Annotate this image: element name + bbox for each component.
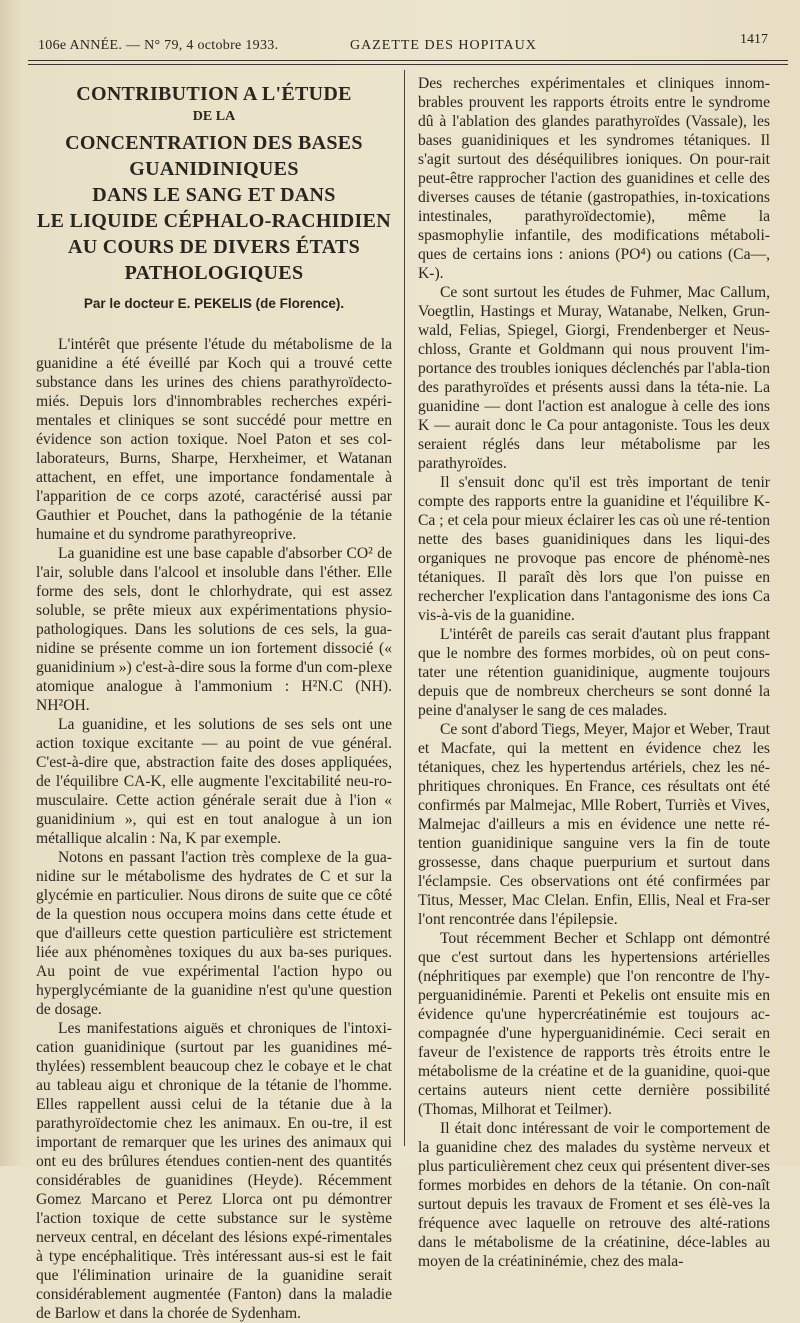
paragraph: Notons en passant l'action très complexe de la gua-nidine sur le métabolisme des hydrates de C et sur la glycémie en particulier. Nous dirons de suite que ce côté de la question nous occupera moins dans cette étude et que d'ailleurs cette question particulière est strictement liée aux phénomènes toxiques du aux ba-ses puriques. Au point de vue expérimental l'action hypo ou hyperglycémiante de la guanidine n'est qu'une question de dosage.	[36, 849, 392, 1018]
byline: Par le docteur E. PEKELIS (de Florence).	[83, 296, 345, 311]
title-line: AU COURS DE DIVERS ÉTATS PATHOLOGIQUES	[67, 236, 361, 284]
paragraph: Les manifestations aiguës et chroniques de l'intoxi-cation guanidinique (surtout par les guanidines mé-thylées) ressemblent beaucoup chez le cobaye et le chat au tableau aigu et chronique de la tétanie de l'homme. Elles rappellent aussi celui de la tétanie due à la parathyroïdectomie chez les animaux. En ou-tre, il est important de remarquer que les urines des animaux qui ont eu des brûlures étendues contien-nent des quantités considérables de guanidines (Heyde). Récemment Gomez Marcano et Perez Llorca ont pu démontrer l'action toxique de cette substance sur le système nerveux central, en décelant des lésions expé-rimentales à type encéphalitique. Très intéressant aus-si est le fait que l'élimination urinaire de la guanidine serait considérablement augmentée (Fanton) dans la maladie de Barlow et dans la chorée de Sydenham.	[36, 1020, 392, 1322]
running-header	[38, 34, 768, 56]
paragraph: L'intérêt de pareils cas serait d'autant plus frappant que le nombre des formes morbides, où on peut cons-tater une rétention guanidinique, augmente toujours depuis que de nombreux chercheurs se sont donné la peine d'analyser le sang de ces malades.	[418, 626, 770, 719]
title-line: CONTRIBUTION A L'ÉTUDE	[76, 83, 352, 105]
paragraph: La guanidine est une base capable d'absorber CO² de l'air, soluble dans l'alcool et insoluble dans l'éther. Elle forme des sels, dont le chlorhydrate, qui est assez soluble, se prête mieux aux expérimentations physio-pathologiques. Dans les solutions de ces sels, la gua-nidine se présente comme un ion fortement dissocié (« guanidinium ») c'est-à-dire sous la forme d'un com-plexe atomique analogue à l'ammonium : H²N.C (NH). NH²OH.	[36, 545, 392, 714]
paragraph: Tout récemment Becher et Schlapp ont démontré que c'est surtout dans les hypertensions artérielles (néphritiques par exemple) que l'on rencontre de l'hy-perguanidinémie. Parenti et Pekelis ont ensuite mis en évidence qu'une hypercréatinémie est toujours ac-compagnée d'une hyperguanidinémie. Ceci serait en faveur de l'existence de rapports très étroits entre le métabolisme de la créatine et de la guanidine, quoi-que certains auteurs nient cette dernière possibilité (Thomas, Milhorat et Teilmer).	[418, 930, 770, 1118]
journal-name: GAZETTE DES HOPITAUX	[350, 38, 537, 53]
article-title	[36, 82, 392, 286]
issue-info: 106e ANNÉE. — N° 79, 4 octobre 1933.	[38, 38, 279, 53]
paragraph: Des recherches expérimentales et cliniques innom-brables prouvent les rapports étroits entre le syndrome dû à l'ablation des glandes parathyroïdes (Vassale), les bases guanidiniques et les syndromes tétaniques. Il s'agit surtout des déséquilibres ioniques. On pour-rait peut-être rapprocher l'action des guanidines et celle des diverses causes de tétanie (gastropathies, in-toxications intestinales, parathyroïdectomie), même la spasmophylie infantile, des modifications métaboli-ques de certains ions : anions (PO⁴) ou cations (Ca—, K-).	[418, 75, 770, 282]
paragraph: Ce sont surtout les études de Fuhmer, Mac Callum, Voegtlin, Hastings et Muray, Watanabe, Nelken, Grun-wald, Felias, Spiegel, Giorgi, Frendenberger et Neus-chloss, Grante et Goldmann qui nous prouvent l'im-portance des troubles ioniques déclenchés par l'abla-tion des parathyroïdes et présents aussi dans la téta-nie. La guanidine — dont l'action est analogue à celle des ions K — aurait donc le Ca pour antagoniste. Tous les deux seraient réglés dans leur métabolisme par les parathyroïdes.	[418, 284, 770, 472]
right-column	[418, 74, 770, 1270]
page-number: 1417	[740, 32, 768, 47]
column-divider	[404, 70, 405, 1146]
paragraph: L'intérêt que présente l'étude du métabolisme de la guanidine a été éveillé par Koch qui a trouvé cette substance dans les urines des chiens parathyroïdecto-miés. Depuis lors d'innombrables recherches expéri-mentales et cliniques se sont succédé pour mettre en évidence son action toxique. Noel Paton et ses col-laborateurs, Burns, Sharpe, Herxheimer, et Watanan attachent, en effet, une importance fondamentale à l'apparition de ce corps azoté, caractérisé aussi par Gauthier et Pouchet, dans la pathogénie de la tétanie humaine et du syndrome parathyreoprive.	[36, 336, 392, 543]
paragraph: Ce sont d'abord Tiegs, Meyer, Major et Weber, Traut et Macfate, qui la mettent en évidence chez les tétaniques, chez les hypertendus artériels, chez les né-phritiques chroniques. En France, ces résultats ont été confirmés par Malmejac, Mlle Robert, Turriès et Vives, Malmejac d'ailleurs a mis en évidence une nette ré-tention guanidinique sanguine vers la fin de toute grossesse, dans chaque puerpurium et surtout dans l'éclampsie. Ces observations ont été confirmées par Titus, Messer, Mac Clelan. Enfin, Ellis, Neal et Fra-ser l'ont rencontrée dans l'épilepsie.	[418, 721, 770, 928]
title-line: DE LA	[192, 109, 236, 124]
paragraph: Il s'ensuit donc qu'il est très important de tenir compte des rapports entre la guanidine et l'équilibre K-Ca ; et cela pour mieux éclairer les cas où une ré-tention nette des bases guanidiniques dans les liqui-des organiques ne provoque pas encore de phénomè-nes tétaniques. Il paraît dès lors que l'on puisse en rechercher l'explication dans l'antagonisme des ions Ca vis-à-vis de la guanidine.	[418, 474, 770, 624]
header-rule-thin	[28, 64, 788, 65]
paragraph: La guanidine, et les solutions de ses sels ont une action toxique excitante — au point de vue général. C'est-à-dire que, abstraction faite des doses appliquées, de l'équilibre CA-K, elle augmente l'excitabilité neu-ro-musculaire. Cette action générale serait due à l'ion « guanidinium », qui est en tout analogue à un ion métallique alcalin : Na, K par exemple.	[36, 716, 392, 847]
paragraph: Il était donc intéressant de voir le comportement de la guanidine chez des malades du système nerveux et plus particulièrement chez ceux qui présentent diver-ses formes morbides en dehors de la tétanie. On con-naît surtout depuis les travaux de Froment et ses élè-ves la fréquence avec laquelle on retrouve des alté-rations dans le métabolisme de la créatinine, déce-lables au moyen de la créatininémie, chez des mala-	[418, 1120, 770, 1270]
title-line: LE LIQUIDE CÉPHALO-RACHIDIEN	[36, 210, 391, 232]
title-line: DANS LE SANG ET DANS	[92, 184, 336, 206]
title-line: CONCENTRATION DES BASES GUANIDINIQUES	[65, 132, 363, 180]
left-column	[36, 70, 392, 1322]
header-rule	[28, 60, 788, 61]
